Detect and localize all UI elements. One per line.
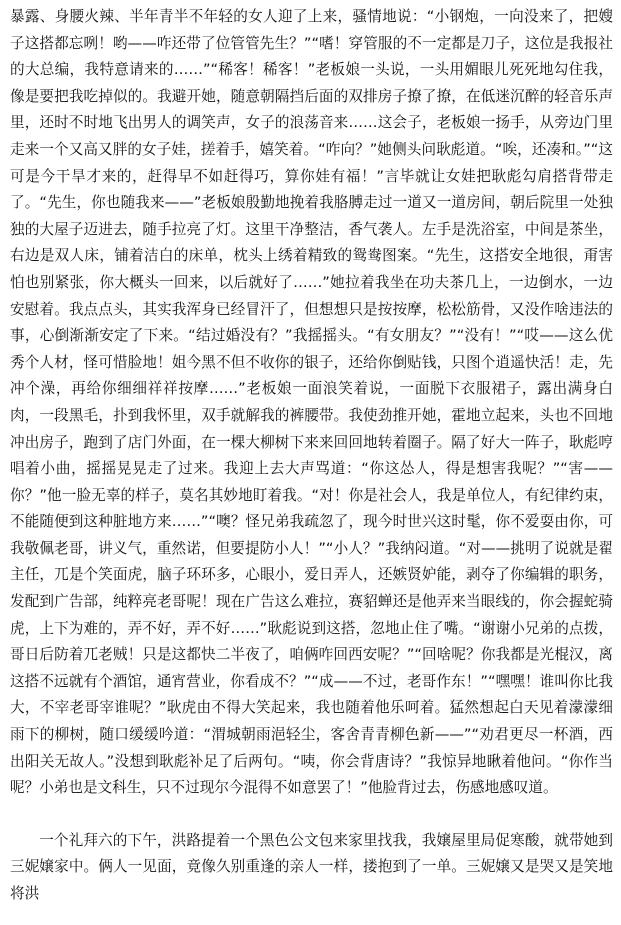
- paragraph-next: 一个礼拜六的下午，洪路提着一个黑色公文包来家里找我，我嬢屋里局促寒酸，就带她到三妮嬢家中。俩人一见面，竟像久别重逢的亲人一样，搂抱到了一单。三妮嬢又是哭又是笑地将洪: [10, 831, 613, 902]
- paragraph-story: 暴露、身腰火辣、半年青半不年轻的女人迎了上来，骚情地说：“小钢炮，一向没来了，把嫂子这搭都忘咧！哟——咋还带了位管管先生？”“嗜！穿管服的不一定都是刀子，这位是我报社的大总编，我特意请来的……”“稀客！稀客！”老板娘一头说，一头用媚眼儿死死地勾住我，像是要把我吃掉似的。我避开她，随意朝隔挡后面的双排房子撩了撩，在低迷沉醉的轻音乐声里，还时不时地飞出男人的调笑声，女子的浪荡音来……这会子，老板娘一扬手，从旁边门里走来一个又高又胖的女子娃，搓着手，嬉笑着。“咋向？”她侧头问耿彪道。“唉，还凑和。”“这可是今干旱才来的，赶得早不如赶得巧，算你娃有福！”言毕就让女娃把耿彪勾肩搭背带走了。“先生，你也随我来——”老板娘殷勤地挽着我胳膊走过一道又一道房间，朝后院里一处独独的大屋子迈进去，随手拉亮了灯。这里干净整洁，香气袭人。左手是洗浴室，中间是茶坐，右边是双人床，铺着洁白的床单，枕头上绣着精致的鸳鸯图案。“先生，这搭安全地很，甭害怕也别紧张，你大概头一回来，以后就好了……”她拉着我坐在功夫茶几上，一边倒水，一边安慰着。我点点头，其实我浑身已经冒汗了，但想想只是按按摩，松松筋骨，又没作啥违法的事，心倒渐渐安定了下来。“结过婚没有？”我摇摇头。“有女朋友？”“没有！”“哎——这么优秀个人材，怪可惜脸地！姐今黑不但不收你的银子，还给你倒贴钱，只图个逍遥快活！走，先冲个澡，再给你细细祥祥按摩……”老板娘一面浪笑着说，一面脱下衣服裙子，露出满身白肉，一段黑毛，扑到我怀里，双手就解我的裤腰带。我使劲推开她，霍地立起来，头也不回地冲出房子，跑到了店门外面，在一棵大柳树下来来回回地转着圈子。隔了好大一阵子，耿彪哼唱着小曲，摇摇晃晃走了过来。我迎上去大声骂道：“你这怂人，得是想害我呢？”“害——你？”他一脸无辜的样子，莫名其妙地盯着我。“对！你是社会人，我是单位人，有纪律约束，不能随便到这种脏地方来……”“噢？怪兄弟我疏忽了，现今时世兴这时髦，你不爱耍由你，可我敬佩老哥，讲义气，重然诺，但要提防小人！”“小人？”我纳闷道。“对——挑明了说就是翟主任，兀是个笑面虎，脑子环环多，心眼小，爱日弄人，还嫉贤妒能，剥夺了你编辑的职务，发配到广告部，纯粹亮老哥呢！现在广告这么难拉，赛貂蝉还是他弄来当眼线的，你会握蛇骑虎，上下为难的，弄不好，弄不好……”耿彪说到这搭，忽地止住了嘴。“谢谢小兄弟的点拨，哥日后防着兀老贼！只是这都快二半夜了，咱俩咋回西安呢？”“回啥呢？你我都是光棍汉，离这搭不远就有个酒馆，通宵营业，你看成不？”“成——不过，老哥作东！”“嘿嘿！谁叫你比我大，不宰老哥宰谁呢？”耿虎由不得大笑起来，我也随着他乐呵着。猛然想起白天见着濛濛细雨下的柳树，随口缓缓吟道：“渭城朝雨浥轻尘，客舍青青柳色新——”“劝君更尽一杯酒，西出阳关无故人。”没想到耿彪补足了后两句。“咦，你会背唐诗？”我惊异地瞅着他问。“你作当呢？小弟也是文科生，只不过现尔今混得不如意罢了！”他脸背过去，伤感地感叹道。: [10, 8, 613, 797]
